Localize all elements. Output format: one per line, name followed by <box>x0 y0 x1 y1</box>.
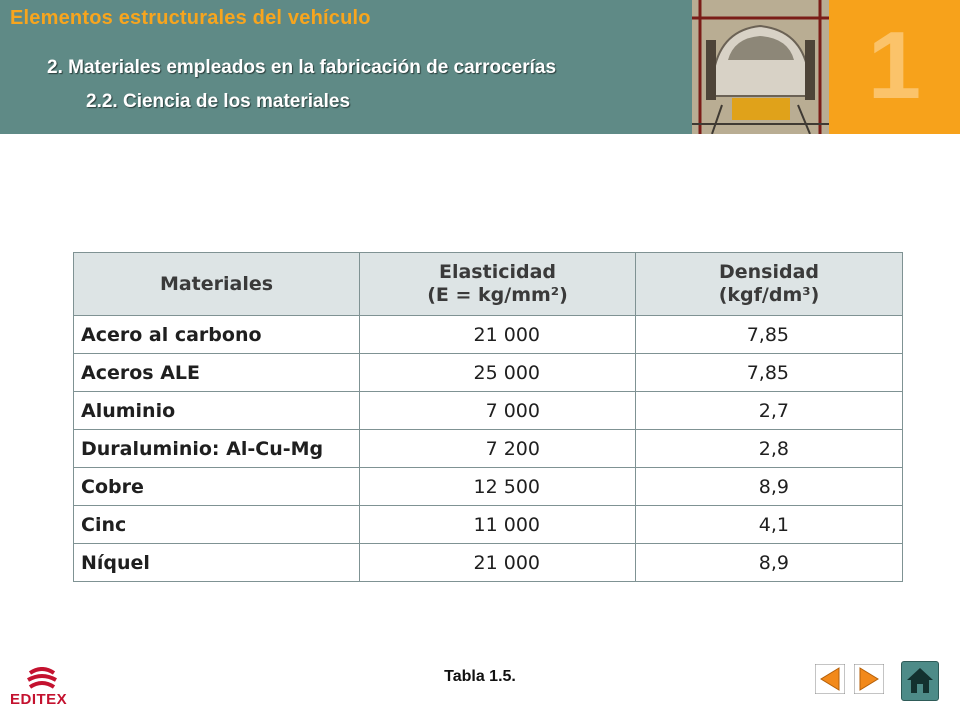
chapter-badge <box>829 0 960 134</box>
cell-densidad: 2,8 <box>636 430 903 468</box>
cell-densidad: 8,9 <box>636 468 903 506</box>
home-button[interactable] <box>901 661 939 701</box>
cell-material: Cinc <box>74 506 360 544</box>
chapter-number: 1 <box>867 12 922 119</box>
cell-elasticidad: 21 000 <box>360 316 636 354</box>
cell-elasticidad: 7 000 <box>360 392 636 430</box>
triangle-left-icon <box>815 664 845 694</box>
cell-elasticidad: 12 500 <box>360 468 636 506</box>
home-icon <box>902 662 938 700</box>
table-row <box>74 468 903 506</box>
table-row <box>74 430 903 468</box>
table-caption: Tabla 1.5. <box>444 668 516 685</box>
table-row <box>74 392 903 430</box>
editex-logo-mark <box>10 667 74 691</box>
subsection-title: 2.2. Ciencia de los materiales <box>86 91 351 112</box>
cell-material: Aceros ALE <box>74 354 360 392</box>
cell-densidad: 2,7 <box>636 392 903 430</box>
cell-elasticidad: 21 000 <box>360 544 636 582</box>
unit-title: Elementos estructurales del vehículo <box>10 7 371 29</box>
cell-material: Aluminio <box>74 392 360 430</box>
cell-material: Cobre <box>74 468 360 506</box>
cell-elasticidad: 25 000 <box>360 354 636 392</box>
previous-slide-button[interactable] <box>815 664 845 694</box>
header-elasticidad-label: Elasticidad <box>438 261 556 283</box>
header-elasticidad <box>360 253 636 316</box>
cell-densidad: 7,85 <box>636 354 903 392</box>
cell-densidad: 4,1 <box>636 506 903 544</box>
header-materiales: Materiales <box>74 253 360 316</box>
triangle-right-icon <box>854 664 884 694</box>
table-row <box>74 544 903 582</box>
cell-material: Acero al carbono <box>74 316 360 354</box>
cell-elasticidad: 7 200 <box>360 430 636 468</box>
table-row <box>74 506 903 544</box>
header-densidad-unit: (kgf/dm³) <box>718 284 820 306</box>
header-densidad <box>636 253 903 316</box>
section-title: 2. Materiales empleados en la fabricación de carrocerías <box>47 57 557 78</box>
materials-table <box>73 252 903 582</box>
editex-logo-text: EDITEX <box>10 691 68 708</box>
cell-elasticidad: 11 000 <box>360 506 636 544</box>
table-row <box>74 316 903 354</box>
header-elasticidad-unit: (E = kg/mm²) <box>427 284 568 306</box>
header-densidad-label: Densidad <box>718 261 820 283</box>
table-header-row <box>74 253 903 316</box>
car-factory-photo <box>692 0 829 134</box>
cell-densidad: 7,85 <box>636 316 903 354</box>
cell-material: Níquel <box>74 544 360 582</box>
car-body-illustration <box>692 0 829 134</box>
header-banner <box>0 0 960 134</box>
next-slide-button[interactable] <box>854 664 884 694</box>
editex-logo <box>10 667 74 709</box>
cell-material: Duraluminio: Al-Cu-Mg <box>74 430 360 468</box>
table-row <box>74 354 903 392</box>
cell-densidad: 8,9 <box>636 544 903 582</box>
